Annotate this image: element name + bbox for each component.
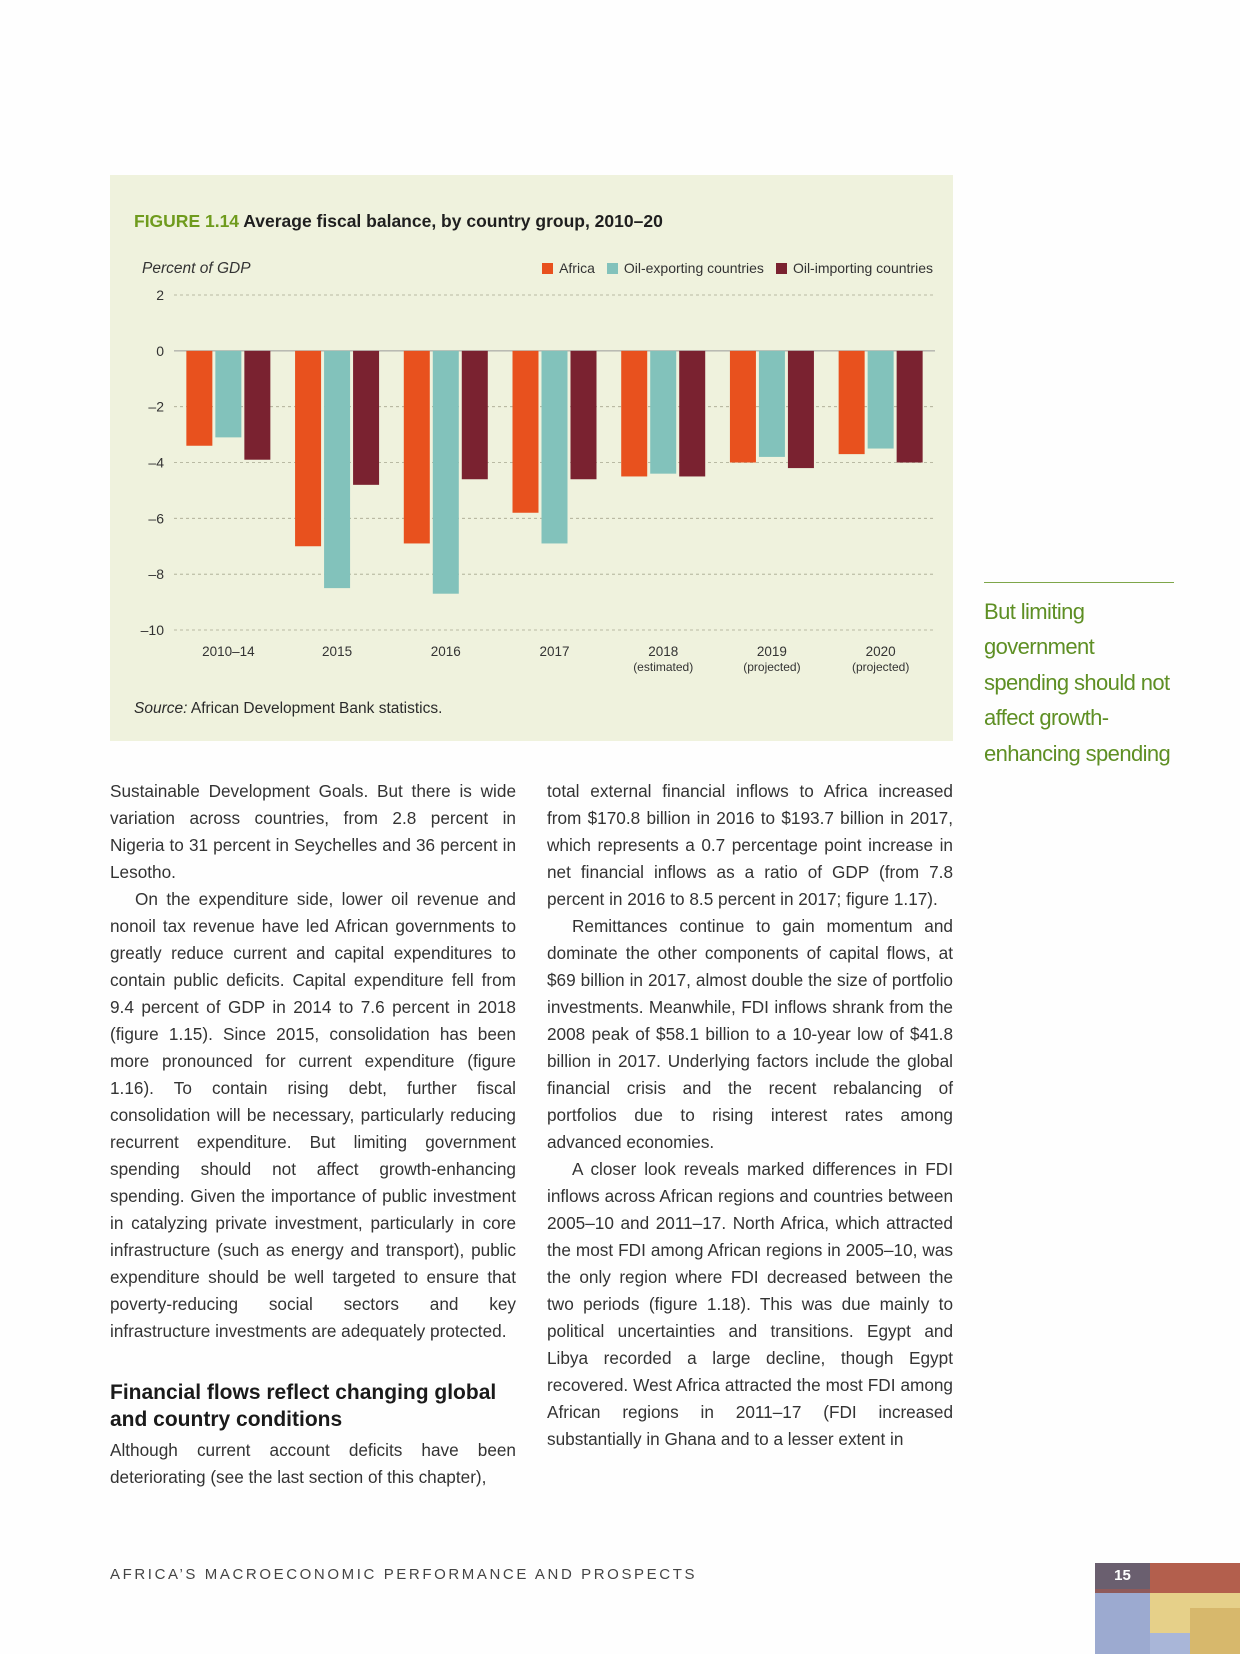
bar-oil-importing-countries-3 — [571, 351, 597, 479]
right-column — [547, 778, 953, 1453]
x-tick-label: 2016 — [430, 644, 461, 659]
y-axis-label: Percent of GDP — [142, 260, 251, 277]
bar-oil-importing-countries-0 — [244, 351, 270, 460]
x-tick-label: 2015 — [322, 644, 353, 659]
section-heading: Financial flows reflect changing global and country conditions — [110, 1381, 497, 1431]
y-tick-label: 0 — [156, 342, 164, 359]
bar-oil-importing-countries-2 — [462, 351, 488, 479]
paragraph: total external financial inflows to Africa increased from $170.8 billion in 2016 to $193.7 billion in 2017, which represents a 0.7 percentage point increase in net financial inflows as a ratio of GDP (from 7.8 percent in 2016 to 8.5 percent in 2017; figure 1.17). — [547, 781, 953, 909]
y-tick-label: –4 — [148, 454, 164, 471]
bar-africa-1 — [295, 351, 321, 546]
bar-chart — [110, 175, 953, 685]
bar-oil-importing-countries-4 — [679, 351, 705, 477]
running-footer: AFRICA’S MACROECONOMIC PERFORMANCE AND PROSPECTS — [110, 1566, 698, 1583]
bar-africa-5 — [730, 351, 756, 463]
bar-africa-0 — [186, 351, 212, 446]
page-number: 15 — [1114, 1567, 1131, 1584]
paragraph: Sustainable Development Goals. But there is wide variation across countries, from 2.8 percent in Nigeria to 31 percent in Seychelles and 36 percent in Lesotho. — [110, 781, 516, 882]
y-tick-label: –10 — [140, 622, 164, 638]
x-tick-label: 2019 — [756, 644, 787, 659]
bar-oil-exporting-countries-2 — [433, 351, 459, 594]
figure-source — [134, 700, 442, 718]
y-tick-label: –2 — [148, 398, 164, 415]
legend-label: Oil-exporting countries — [623, 260, 764, 276]
figure-box — [110, 175, 953, 741]
bar-africa-3 — [513, 351, 539, 513]
x-tick-label: 2018 — [648, 644, 679, 659]
bar-oil-importing-countries-6 — [897, 351, 923, 463]
legend-label: Africa — [559, 260, 595, 276]
bar-oil-importing-countries-1 — [353, 351, 379, 485]
x-tick-label: 2017 — [539, 644, 570, 659]
x-tick-sublabel: (projected) — [743, 660, 801, 674]
bar-oil-exporting-countries-0 — [215, 351, 241, 438]
source-text: African Development Bank statistics. — [190, 700, 443, 717]
paragraph: Although current account deficits have been deteriorating (see the last section of this chapter), — [110, 1440, 516, 1487]
paragraph: On the expenditure side, lower oil revenue and nonoil tax revenue have led African governments to greatly reduce current and capital expenditures to contain public deficits. Capital expenditure fell from 9.4 percent of GDP in 2014 to 7.6 percent in 2018 (figure 1.15). Since 2015, consolidation has been more pronounced for current expenditure (figure 1.16). To contain rising debt, further fiscal consolidation will be necessary, particularly reducing recurrent expenditure. But limiting government spending should not affect growth-enhancing spending. Given the importance of public investment in catalyzing private investment, particularly in core infrastructure (such as energy and transport), public expenditure should be well targeted to ensure that poverty-reducing social sectors and key infrastructure investments are adequately protected. — [110, 889, 516, 1341]
bar-africa-6 — [839, 351, 865, 454]
x-tick-sublabel: (projected) — [851, 660, 910, 674]
y-tick-label: –6 — [148, 510, 164, 527]
legend-label: Oil-importing countries — [792, 260, 933, 276]
left-column — [110, 778, 516, 1491]
sidebar-rule — [984, 582, 1174, 583]
x-tick-label: 2010–14 — [202, 644, 255, 659]
bar-oil-exporting-countries-1 — [324, 351, 350, 588]
bar-oil-exporting-countries-3 — [542, 351, 568, 544]
paragraph: A closer look reveals marked differences in FDI inflows across African regions and countries between 2005–10 and 2011–17. North Africa, which attracted the most FDI among African regions in 2005–10, was the only region where FDI decreased between the two periods (figure 1.18). This was due mainly to political uncertainties and transitions. Egypt and Libya recorded a large decline, though Egypt recovered. West Africa attracted the most FDI among African regions in 2011–17 (FDI increased substantially in Ghana and to a lesser extent in — [547, 1159, 953, 1449]
pull-quote: But limiting government spending should not affect growth-enhancing spending — [984, 599, 1171, 766]
y-tick-label: –8 — [148, 566, 164, 583]
x-tick-sublabel: (estimated) — [633, 660, 694, 674]
bar-oil-importing-countries-5 — [788, 351, 814, 468]
bar-oil-exporting-countries-6 — [868, 351, 894, 449]
source-label: Source: — [134, 700, 188, 717]
figure-title-text: Average fiscal balance, by country group, 2010–20 — [243, 211, 663, 231]
paragraph: Remittances continue to gain momentum and dominate the other components of capital flows, at $69 billion in 2017, almost double the size of portfolio investments. Meanwhile, FDI inflows shrank from the 2008 peak of $58.1 billion to a 10-year low of $41.8 billion in 2017. Underlying factors include the global financial crisis and the recent rebalancing of portfolios due to rising interest rates among advanced economies. — [547, 916, 953, 1152]
bar-oil-exporting-countries-5 — [759, 351, 785, 457]
page-tab — [1095, 1563, 1240, 1654]
bar-africa-2 — [404, 351, 430, 544]
x-tick-label: 2020 — [865, 644, 896, 659]
y-tick-label: 2 — [156, 287, 164, 303]
bar-oil-exporting-countries-4 — [650, 351, 676, 474]
bar-africa-4 — [621, 351, 647, 477]
figure-label: FIGURE 1.14 — [134, 211, 240, 231]
